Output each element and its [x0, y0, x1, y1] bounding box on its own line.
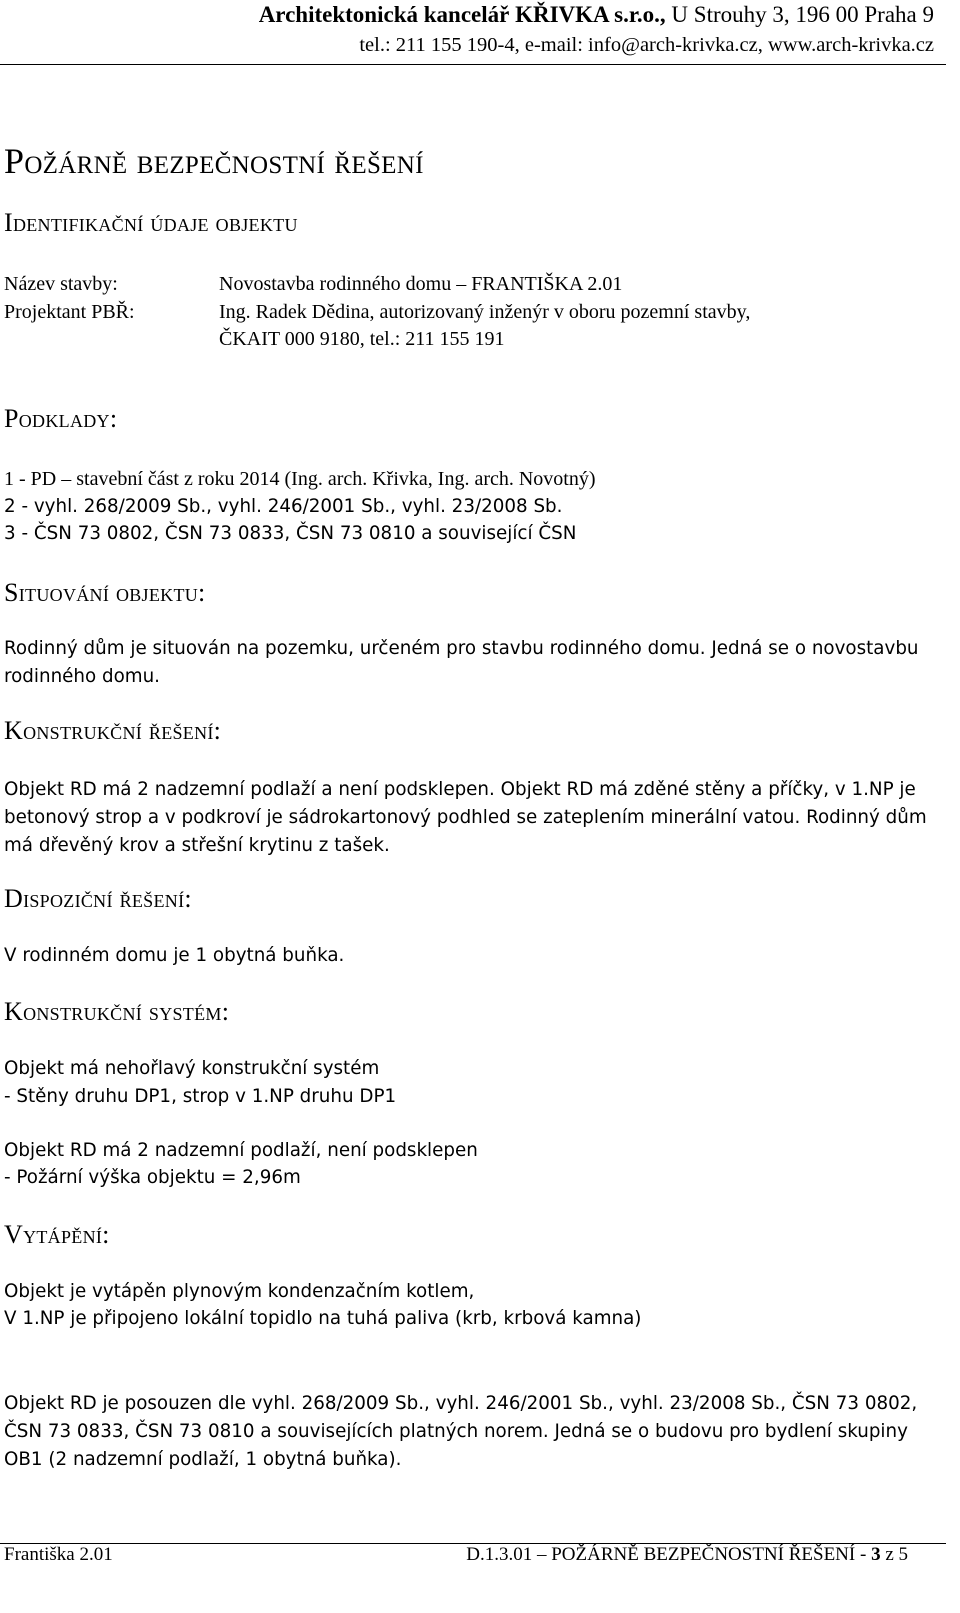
footer-right	[466, 1544, 908, 1566]
designer-value-line1: Ing. Radek Dědina, autorizovaný inženýr v oboru pozemní stavby,	[219, 301, 751, 323]
footer-page-separator: z	[880, 1544, 899, 1565]
building-name-value: Novostavba rodinného domu – FRANTIŠKA 2.01	[219, 273, 623, 295]
header-rule	[0, 64, 946, 65]
heating-line: Objekt je vytápěn plynovým kondenzačním kotlem,	[4, 1281, 475, 1302]
construction-text: Objekt RD má 2 nadzemní podlaží a není podsklepen. Objekt RD má zděné stěny a příčky, v 1.NP je betonový strop a v podkroví je sádrokartonový podhled se zateplením minerální vatou. Rodinný dům má dřevěný krov a střešní krytinu z tašek.	[4, 779, 927, 856]
source-item: 1 - PD – stavební část z roku 2014 (Ing. arch. Křivka, Ing. arch. Novotný)	[4, 468, 596, 490]
company-address: U Strouhy 3, 196 00 Praha 9	[665, 2, 934, 27]
conclusion-text: Objekt RD je posouzen dle vyhl. 268/2009 Sb., vyhl. 246/2001 Sb., vyhl. 23/2008 Sb., ČSN 73 0802, ČSN 73 0833, ČSN 73 0810 a souvisejících platných norem. Jedná se o budovu pro bydlení skupiny OB1 (2 nadzemní podlaží, 1 obytná buňka).	[4, 1393, 918, 1470]
heating-line: V 1.NP je připojeno lokální topidlo na tuhá paliva (krb, krbová kamna)	[4, 1308, 642, 1329]
designer-value-line2: ČKAIT 000 9180, tel.: 211 155 191	[219, 328, 505, 350]
footer-document-code: D.1.3.01 – POŽÁRNĚ BEZPEČNOSTNÍ ŘEŠENÍ -	[466, 1544, 872, 1565]
footer-page-current: 3	[871, 1544, 881, 1565]
section-heading-construction: Konstrukční řešení:	[4, 716, 222, 745]
footer-page-total: 5	[898, 1544, 908, 1565]
building-name-label: Název stavby:	[4, 273, 118, 295]
source-item: 3 - ČSN 73 0802, ČSN 73 0833, ČSN 73 0810 a související ČSN	[4, 523, 577, 544]
company-name: Architektonická kancelář KŘIVKA s.r.o.,	[258, 2, 666, 27]
section-heading-heating: Vytápění:	[4, 1220, 110, 1249]
section-heading-identification: Identifikační údaje objektu	[4, 208, 298, 237]
system-line: - Požární výška objektu = 2,96m	[4, 1167, 301, 1188]
section-heading-system: Konstrukční systém:	[4, 997, 230, 1026]
section-heading-layout: Dispoziční řešení:	[4, 884, 192, 913]
header-company-line	[259, 2, 934, 28]
section-heading-location: Situování objektu:	[4, 578, 206, 607]
header-contact: tel.: 211 155 190-4, e-mail: info@arch-krivka.cz, www.arch-krivka.cz	[359, 34, 934, 56]
section-heading-sources: Podklady:	[4, 404, 118, 433]
layout-text: V rodinném domu je 1 obytná buňka.	[4, 945, 345, 966]
source-item: 2 - vyhl. 268/2009 Sb., vyhl. 246/2001 Sb., vyhl. 23/2008 Sb.	[4, 496, 563, 517]
designer-label: Projektant PBŘ:	[4, 301, 135, 323]
system-line: Objekt RD má 2 nadzemní podlaží, není podsklepen	[4, 1140, 478, 1161]
page-title: Požárně bezpečnostní řešení	[4, 141, 424, 181]
footer-left: Františka 2.01	[4, 1544, 113, 1565]
system-line: Objekt má nehořlavý konstrukční systém	[4, 1058, 380, 1079]
location-text: Rodinný dům je situován na pozemku, určeném pro stavbu rodinného domu. Jedná se o novostavbu rodinného domu.	[4, 638, 919, 687]
system-line: - Stěny druhu DP1, strop v 1.NP druhu DP1	[4, 1086, 397, 1107]
